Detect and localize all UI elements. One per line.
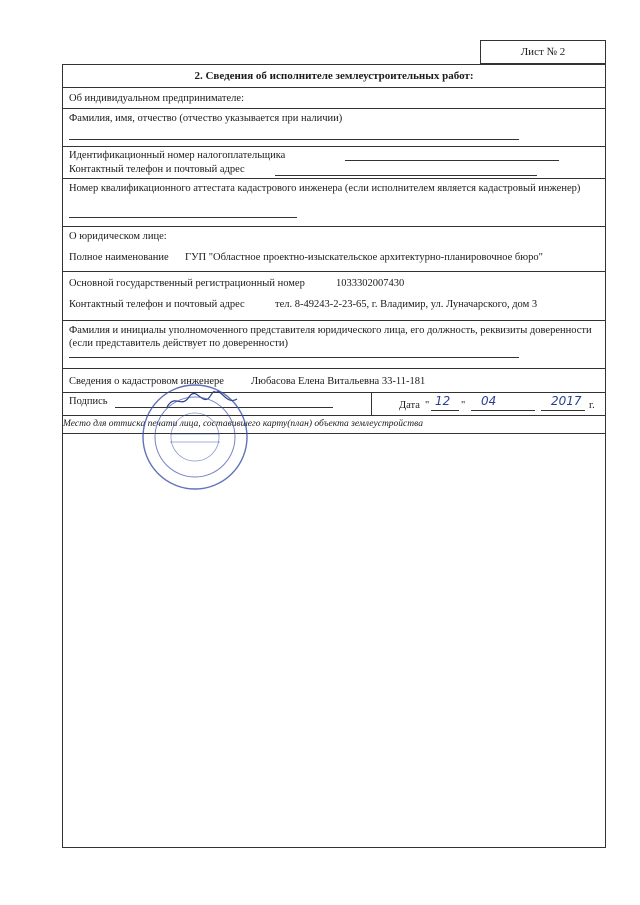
stamp-note: Место для оттиска печати лица, составившего карту(план) объекта землеустройства (63, 419, 423, 429)
ip-contact-line (275, 175, 537, 176)
legal-name-value: ГУП "Областное проектно-изыскательское архитектурно-планировочное бюро" (185, 252, 543, 263)
ip-contact-label: Контактный телефон и почтовый адрес (69, 164, 245, 175)
date-year-suffix: г. (589, 400, 595, 411)
engineer-value: Любасова Елена Витальевна 33-11-181 (251, 376, 426, 387)
legal-header: О юридическом лице: (69, 231, 167, 242)
legal-ogrn-row (63, 272, 605, 321)
fio-label: Фамилия, имя, отчество (отчество указывается при наличии) (69, 113, 343, 124)
engineer-label: Сведения о кадастровом инженере (69, 376, 224, 387)
ogrn-label: Основной государственный регистрационный номер (69, 278, 305, 289)
representative-label: Фамилия и инициалы уполномоченного представителя юридического лица, его должность, реквизиты доверенности (если представитель действует по доверенности) (69, 325, 592, 349)
individual-inn-row (63, 147, 605, 179)
inn-label: Идентификационный номер налогоплательщика (69, 150, 286, 161)
section-title: 2. Сведения об исполнителе землеустроительных работ: (194, 70, 474, 82)
inn-line (345, 160, 559, 161)
legal-name-label: Полное наименование (69, 252, 169, 263)
cert-line (69, 217, 297, 218)
date-year: 2017 (551, 394, 582, 408)
legal-contact-label: Контактный телефон и почтовый адрес (69, 299, 245, 310)
date-day: 12 (435, 394, 451, 408)
date-day-line (431, 410, 459, 411)
signature-divider (371, 393, 372, 416)
cert-label: Номер квалификационного аттестата кадастрового инженера (если исполнителем является кадастровый инженер) (69, 183, 581, 194)
representative-line (69, 357, 519, 358)
fio-line (69, 139, 519, 140)
section-title-row (63, 65, 605, 88)
individual-header-row (63, 88, 605, 109)
legal-name-row (63, 227, 605, 272)
legal-contact-value: тел. 8-49243-2-23-65, г. Владимир, ул. Луначарского, дом 3 (275, 299, 538, 310)
signature-label: Подпись (69, 396, 108, 407)
date-month: 04 (481, 394, 497, 408)
seal-stamp (140, 382, 250, 492)
date-year-line (541, 410, 585, 411)
ogrn-value: 1033302007430 (336, 278, 405, 289)
date-quote-open: " (425, 400, 430, 411)
individual-cert-row (63, 179, 605, 227)
date-label: Дата (399, 400, 420, 411)
sheet-number: Лист № 2 (480, 40, 606, 64)
date-quote-close: " (461, 400, 466, 411)
date-month-line (471, 410, 535, 411)
individual-fio-row (63, 109, 605, 147)
representative-row (63, 321, 605, 369)
individual-header: Об индивидуальном предпринимателе: (69, 93, 244, 104)
